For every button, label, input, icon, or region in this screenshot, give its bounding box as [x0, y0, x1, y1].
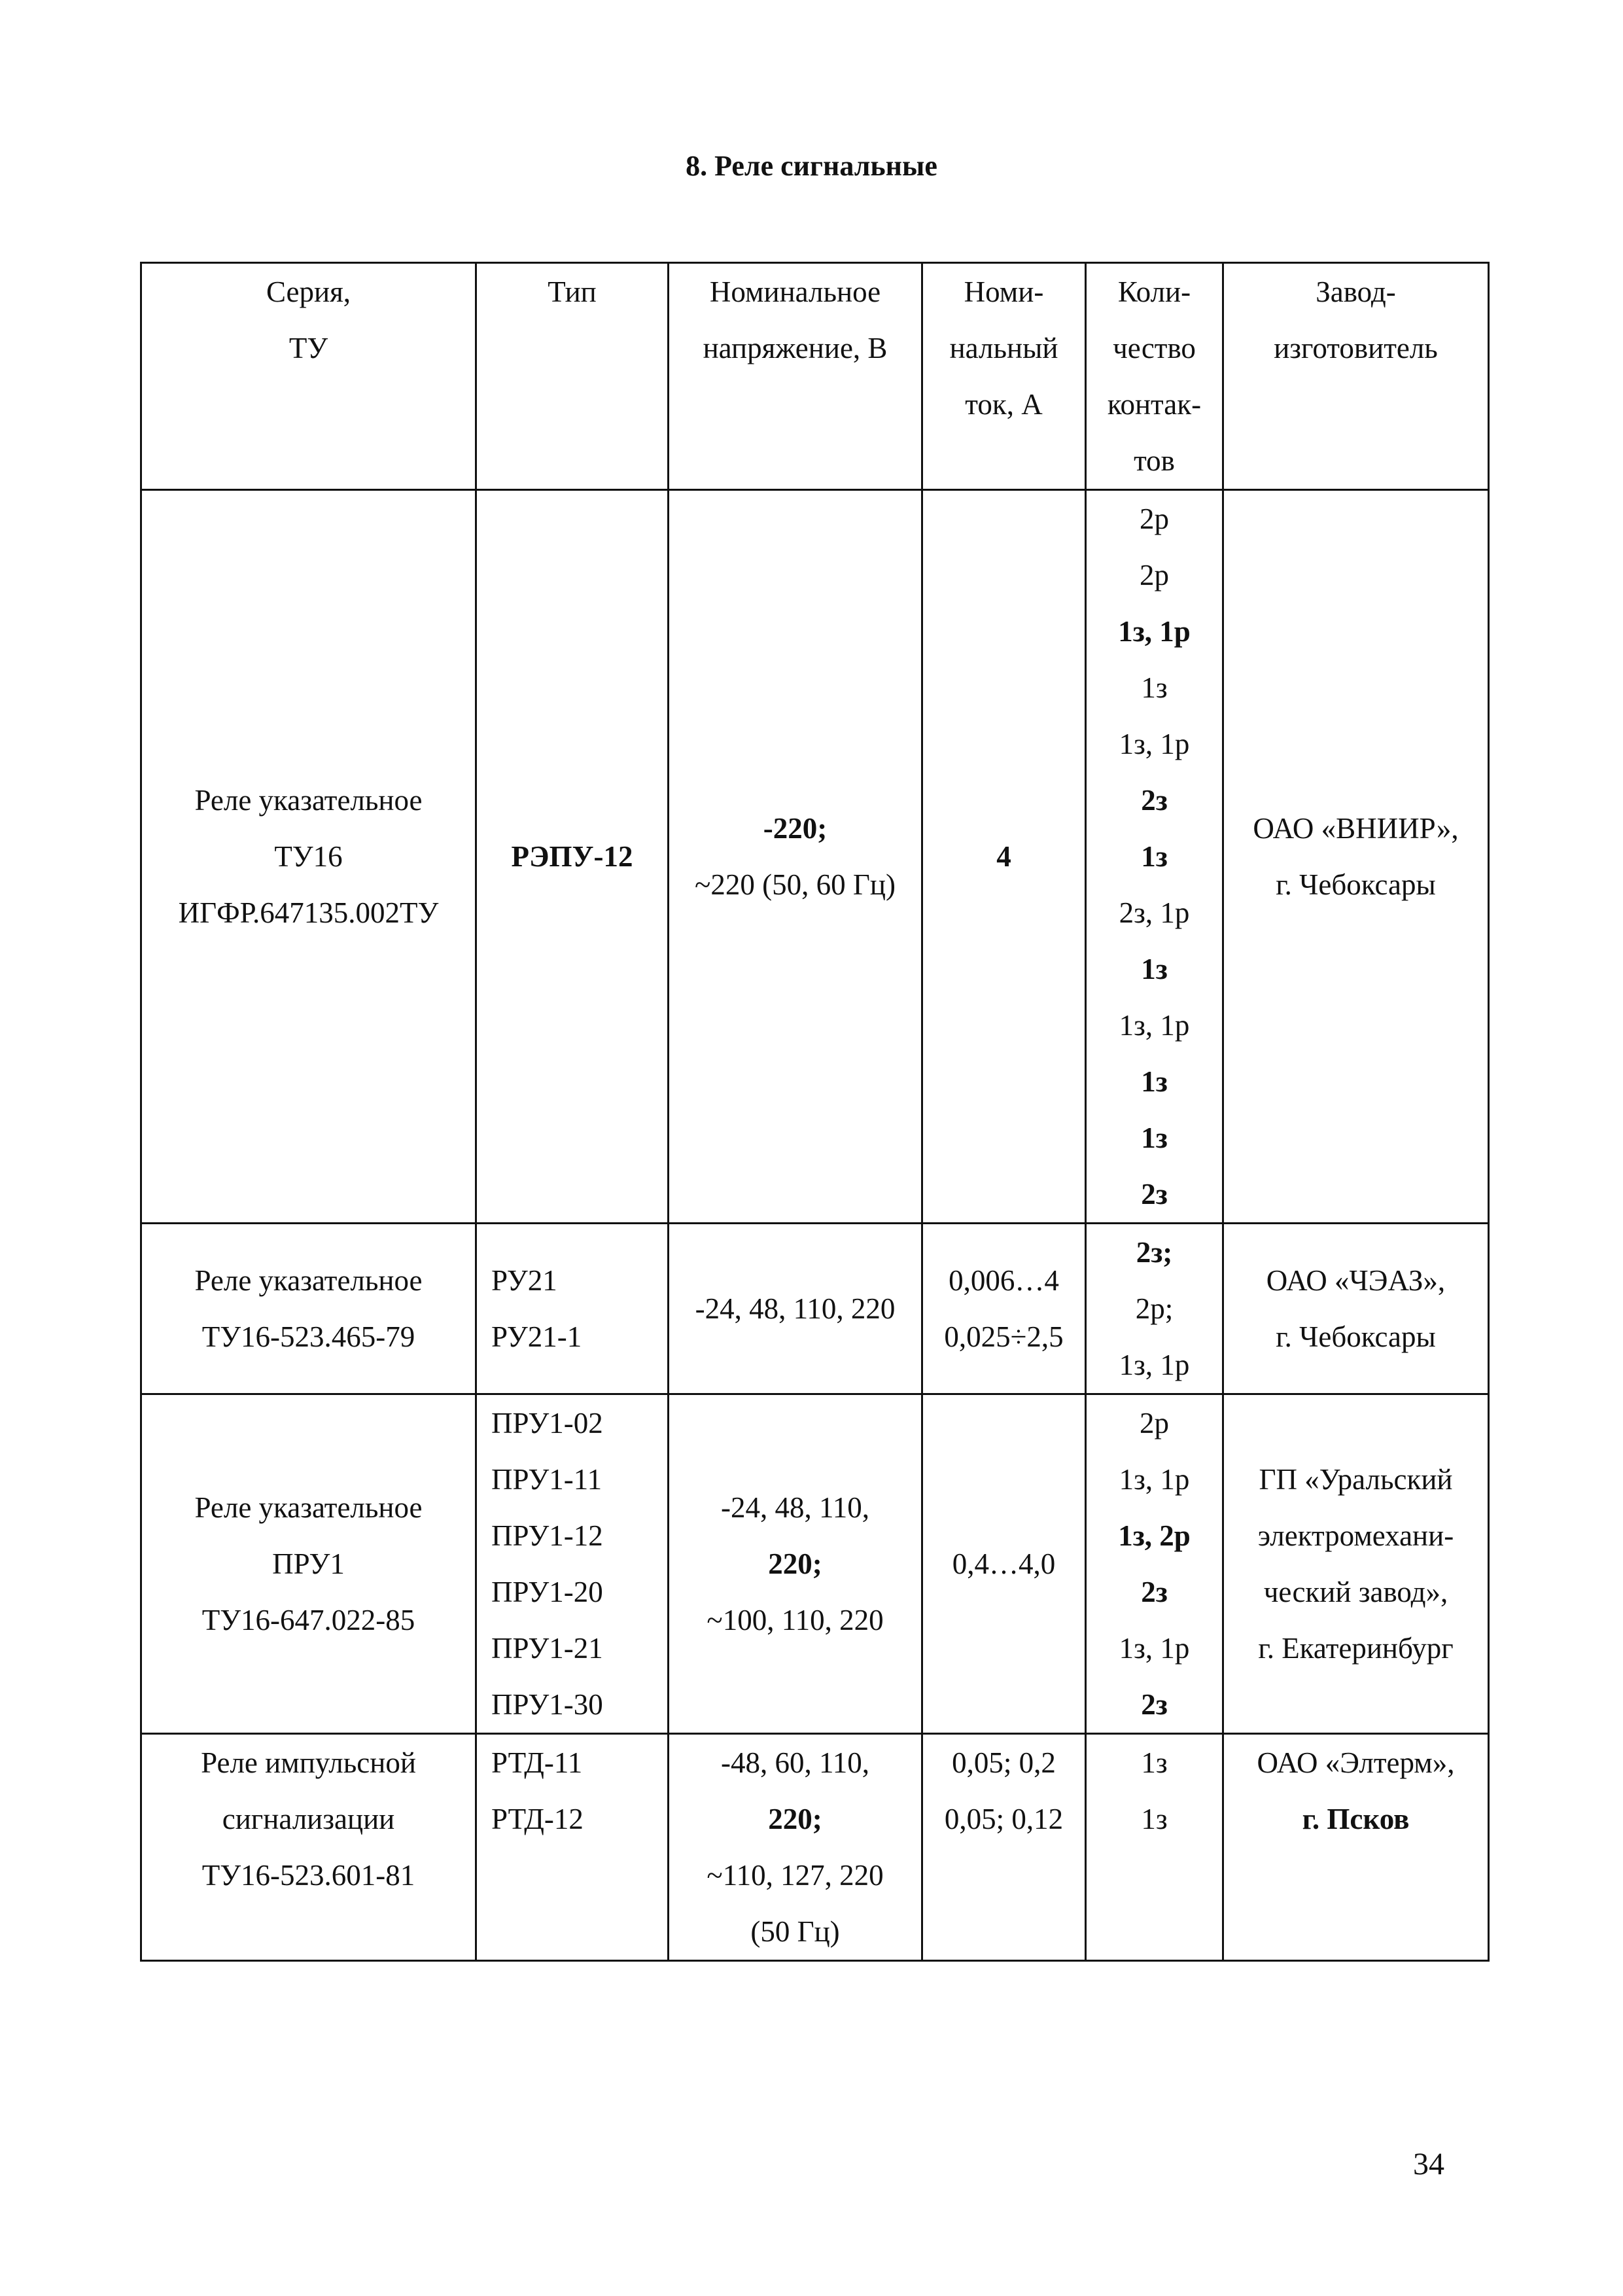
header-current-line: нальный	[949, 332, 1058, 364]
cell-line: 1з, 1р	[1119, 1463, 1190, 1496]
header-series-line: Серия,	[266, 275, 351, 308]
cell-line: ОАО «ВНИИР»,	[1253, 812, 1459, 845]
cell-line: Реле указательное	[194, 784, 423, 817]
cell-voltage	[669, 1734, 922, 1961]
header-voltage	[669, 263, 922, 490]
table-row	[141, 490, 1489, 1224]
cell-line: ~220 (50, 60 Гц)	[695, 868, 896, 901]
cell-line: 1з	[1141, 671, 1168, 704]
header-current-line: Номи-	[964, 275, 1044, 308]
cell-line: -220;	[763, 812, 828, 845]
cell-line: 220;	[768, 1803, 822, 1835]
cell-line: ОАО «ЧЭАЗ»,	[1266, 1264, 1446, 1297]
cell-line: 1з	[1141, 1122, 1168, 1154]
cell-line: 2р	[1140, 559, 1169, 592]
header-current-line: ток, А	[965, 388, 1043, 421]
cell-line: ГП «Уральский	[1259, 1463, 1453, 1496]
header-voltage-line: Номинальное	[709, 275, 881, 308]
cell-line: электромехани-	[1257, 1519, 1454, 1552]
cell-current	[922, 490, 1086, 1224]
cell-line: 1з	[1141, 1746, 1168, 1779]
cell-type	[476, 490, 669, 1224]
cell-line: сигнализации	[222, 1803, 395, 1835]
cell-line: 0,05; 0,2	[952, 1746, 1056, 1779]
table-row	[141, 1734, 1489, 1961]
cell-line: ~110, 127, 220	[707, 1859, 884, 1892]
page-number: 34	[1413, 2147, 1444, 2181]
cell-line: 2р;	[1135, 1292, 1174, 1325]
cell-contacts	[1086, 1224, 1223, 1394]
cell-line: 1з, 1р	[1119, 728, 1190, 760]
cell-line: ТУ16-647.022-85	[201, 1604, 415, 1636]
cell-series	[141, 1224, 476, 1394]
cell-line: ПРУ1	[272, 1547, 345, 1580]
cell-line: г. Чебоксары	[1276, 868, 1436, 901]
header-contacts-line: чество	[1113, 332, 1196, 364]
cell-line: 1з	[1141, 953, 1168, 985]
cell-line: ПРУ1-21	[491, 1632, 603, 1665]
header-contacts-line: контак-	[1107, 388, 1202, 421]
cell-line: 0,05; 0,12	[944, 1803, 1064, 1835]
cell-line: ПРУ1-02	[491, 1407, 603, 1439]
cell-line: ОАО «Элтерм»,	[1257, 1746, 1455, 1779]
cell-line: ПРУ1-11	[491, 1463, 602, 1496]
cell-line: г. Чебоксары	[1276, 1320, 1436, 1353]
header-current	[922, 263, 1086, 490]
cell-line: ~100, 110, 220	[707, 1604, 884, 1636]
cell-line: ческий завод»,	[1263, 1576, 1448, 1608]
cell-line: 2р	[1140, 503, 1169, 535]
cell-line: РУ21-1	[491, 1320, 582, 1353]
cell-contacts	[1086, 490, 1223, 1224]
header-maker-line: изготовитель	[1274, 332, 1438, 364]
table-row	[141, 1224, 1489, 1394]
cell-voltage	[669, 1224, 922, 1394]
header-contacts	[1086, 263, 1223, 490]
cell-line: ТУ16	[274, 840, 343, 873]
header-contacts-line: тов	[1134, 444, 1175, 477]
cell-line: 2з, 1р	[1119, 896, 1190, 929]
cell-line: 4	[996, 840, 1011, 873]
cell-line: 1з, 2р	[1118, 1519, 1191, 1552]
table-row	[141, 1394, 1489, 1734]
cell-line: 2з	[1141, 1178, 1168, 1210]
cell-line: -24, 48, 110, 220	[695, 1292, 896, 1325]
cell-line: 0,006…4	[949, 1264, 1059, 1297]
cell-line: 2р	[1140, 1407, 1169, 1439]
cell-line: Реле импульсной	[201, 1746, 416, 1779]
cell-line: -48, 60, 110,	[720, 1746, 870, 1779]
cell-line: ПРУ1-12	[491, 1519, 603, 1552]
cell-series	[141, 1734, 476, 1961]
cell-current	[922, 1734, 1086, 1961]
cell-line: ТУ16-523.601-81	[201, 1859, 415, 1892]
cell-maker	[1223, 490, 1489, 1224]
cell-line: 0,025÷2,5	[944, 1320, 1064, 1353]
cell-maker	[1223, 1734, 1489, 1961]
cell-line: ПРУ1-30	[491, 1688, 603, 1721]
cell-series	[141, 490, 476, 1224]
cell-line: 1з	[1141, 1803, 1168, 1835]
cell-line: 1з, 1р	[1119, 1009, 1190, 1042]
page-title: 8. Реле сигнальные	[686, 150, 937, 182]
cell-line: 2з	[1141, 1576, 1168, 1608]
cell-line: 1з	[1141, 840, 1168, 873]
cell-line: 2з	[1141, 1688, 1168, 1721]
cell-line: ТУ16-523.465-79	[201, 1320, 415, 1353]
header-series-line: ТУ	[288, 332, 328, 364]
cell-line: РТД-11	[491, 1746, 583, 1779]
cell-line: ПРУ1-20	[491, 1576, 603, 1608]
cell-contacts	[1086, 1734, 1223, 1961]
cell-line: -24, 48, 110,	[720, 1491, 870, 1524]
cell-type	[476, 1394, 669, 1734]
header-type	[476, 263, 669, 490]
header-maker	[1223, 263, 1489, 490]
cell-line: 1з, 1р	[1119, 1632, 1190, 1665]
cell-series	[141, 1394, 476, 1734]
cell-voltage	[669, 1394, 922, 1734]
header-maker-line: Завод-	[1316, 275, 1396, 308]
header-series	[141, 263, 476, 490]
cell-maker	[1223, 1394, 1489, 1734]
cell-line: г. Псков	[1302, 1803, 1410, 1835]
cell-line: 1з, 1р	[1118, 615, 1191, 648]
cell-current	[922, 1224, 1086, 1394]
cell-current	[922, 1394, 1086, 1734]
cell-line: 220;	[768, 1547, 822, 1580]
cell-type	[476, 1734, 669, 1961]
header-contacts-line: Коли-	[1117, 275, 1191, 308]
header-voltage-line: напряжение, В	[703, 332, 888, 364]
cell-line: РЭПУ-12	[511, 840, 633, 873]
header-type-line: Тип	[548, 275, 597, 308]
cell-line: Реле указательное	[194, 1491, 423, 1524]
cell-line: (50 Гц)	[750, 1915, 840, 1948]
cell-line: 1з	[1141, 1065, 1168, 1098]
cell-line: ИГФР.647135.002ТУ	[178, 896, 439, 929]
cell-line: 1з, 1р	[1119, 1349, 1190, 1381]
cell-line: 2з	[1141, 784, 1168, 817]
relays-table	[140, 262, 1490, 1962]
cell-line: РУ21	[491, 1264, 557, 1297]
cell-line: г. Екатеринбург	[1258, 1632, 1454, 1665]
table-header-row	[141, 263, 1489, 490]
cell-line: 2з;	[1136, 1236, 1173, 1269]
cell-maker	[1223, 1224, 1489, 1394]
cell-line: РТД-12	[491, 1803, 584, 1835]
cell-type	[476, 1224, 669, 1394]
cell-contacts	[1086, 1394, 1223, 1734]
cell-line: 0,4…4,0	[952, 1547, 1056, 1580]
cell-voltage	[669, 490, 922, 1224]
cell-line: Реле указательное	[194, 1264, 423, 1297]
